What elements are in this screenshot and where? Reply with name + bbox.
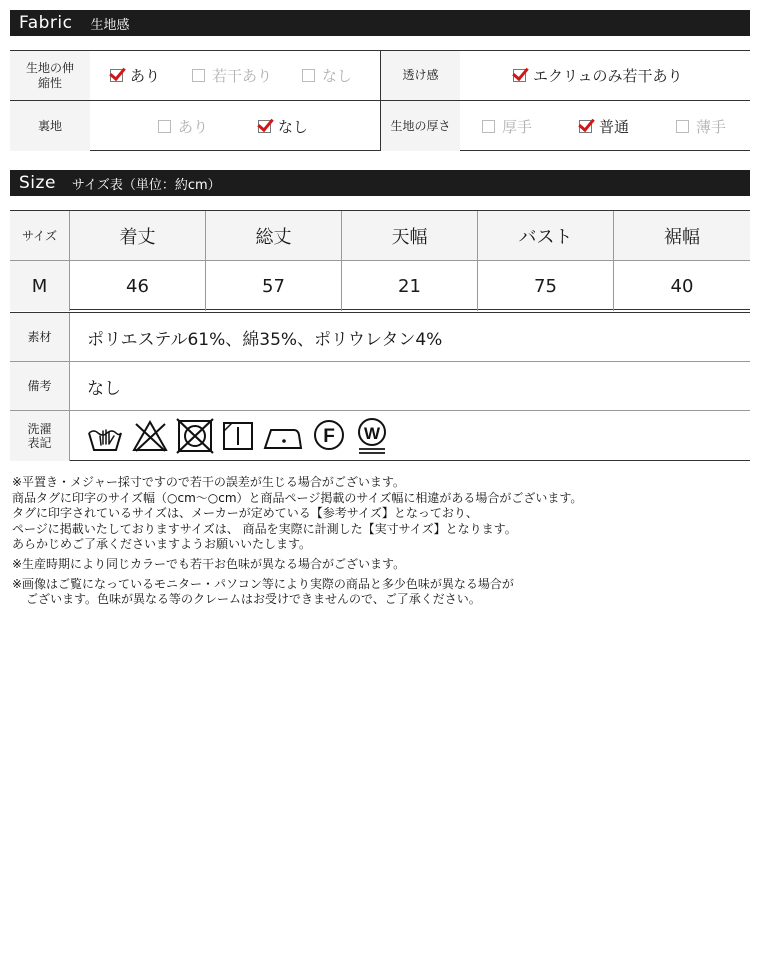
notes (12, 475, 748, 608)
size-table (10, 210, 750, 310)
thickness-option-thick: 厚手 (482, 116, 579, 137)
column-header-top-width: 天幅 (342, 211, 478, 260)
sheer-label: 透け感 (381, 51, 460, 100)
cell-top-width: 21 (342, 261, 478, 311)
note-line: ページに掲載いたしておりますサイズは、 商品を実際に計測した【実寸サイズ】となります。 (12, 521, 517, 536)
size-value: M (10, 261, 70, 311)
fabric-subtitle: 生地感 (90, 17, 130, 33)
note-line: 商品タグに印字のサイズ幅（○cm〜○cm）と商品ページ掲載のサイズ幅に相違がある場合がございます。 (12, 490, 583, 505)
note-line: ※平置き・メジャー採寸ですので若干の誤差が生じる場合がございます。 (12, 475, 405, 489)
lining-option-no: なし (258, 116, 308, 137)
size-column-header: サイズ (10, 211, 70, 260)
care-label: 洗濯表記 (10, 411, 70, 461)
checkbox-checked-icon (258, 120, 271, 133)
thickness-option-thin: 薄手 (676, 116, 726, 137)
note-line: ※生産時期により同じカラーでも若干お色味が異なる場合がございます。 (12, 556, 406, 571)
table-row (10, 261, 750, 311)
size-title: Size (19, 173, 56, 193)
column-header-bust: バスト (478, 211, 614, 260)
note-line: ※画像はご覧になっているモニター・パソコン等により実際の商品と多少色味が異なる場合が (12, 576, 514, 591)
checkbox-empty-icon (676, 120, 689, 133)
note-line: あらかじめご了承くださいますようお願いいたします。 (12, 537, 312, 552)
checkbox-checked-icon (579, 120, 592, 133)
fabric-title: Fabric (19, 13, 73, 33)
no-bleach-icon (131, 417, 169, 455)
dry-clean-f-icon (311, 417, 347, 455)
cell-bust: 75 (478, 261, 614, 311)
size-table-header-row (10, 211, 750, 261)
sheer-option-ecru: エクリュのみ若干あり (513, 65, 683, 86)
column-header-length: 着丈 (70, 211, 206, 260)
column-header-hem-width: 裾幅 (664, 226, 700, 248)
checkbox-checked-icon (513, 69, 526, 82)
checkbox-checked-icon (110, 69, 123, 82)
material-row (10, 313, 750, 362)
size-subtitle: サイズ表（単位：約cm） (71, 177, 221, 193)
material-label: 素材 (10, 313, 70, 361)
fabric-table (10, 50, 750, 151)
cell-hem-width: 40 (670, 275, 694, 297)
remarks-label: 備考 (10, 362, 70, 410)
care-row (10, 411, 750, 461)
hand-wash-tub-icon (86, 417, 124, 455)
fabric-row (10, 51, 750, 101)
cell-length: 46 (70, 261, 206, 311)
checkbox-empty-icon (158, 120, 171, 133)
checkbox-empty-icon (302, 69, 315, 82)
material-value: ポリエステル61%、綿35%、ポリウレタン4% (87, 329, 443, 350)
no-tumble-dry-icon (176, 417, 214, 455)
lining-options (158, 101, 380, 151)
note-line: ございます。色味が異なる等のクレームはお受けできませんので、ご了承ください。 (26, 592, 481, 607)
care-symbols (70, 411, 390, 461)
line-dry-shade-icon (221, 417, 255, 455)
remarks-value: なし (87, 378, 121, 399)
sheer-options (513, 51, 750, 100)
thickness-label: 生地の厚さ (381, 101, 460, 151)
checkbox-empty-icon (192, 69, 205, 82)
lining-label: 裏地 (10, 101, 90, 151)
wet-clean-w-icon (354, 416, 390, 456)
note-line: タグに印字されているサイズは、メーカーが定めている【参考サイズ】となっており、 (12, 506, 478, 521)
lining-option-yes: あり (158, 116, 258, 137)
stretch-options (110, 51, 380, 100)
column-header-total-length: 総丈 (206, 211, 342, 260)
fabric-section-header (10, 10, 750, 36)
stretch-option-yes: あり (110, 65, 192, 86)
cell-total-length: 57 (206, 261, 342, 311)
stretch-label: 生地の伸縮性 (10, 51, 90, 100)
stretch-option-slight: 若干あり (192, 65, 302, 86)
iron-low-icon (262, 417, 304, 455)
fabric-row (10, 101, 750, 151)
thickness-options (482, 101, 750, 151)
size-section-header (10, 170, 750, 196)
stretch-option-no: なし (302, 65, 352, 86)
product-info-table (10, 312, 750, 461)
svg-text:F: F (323, 426, 335, 447)
thickness-option-normal: 普通 (579, 116, 676, 137)
svg-text:W: W (363, 424, 381, 443)
remarks-row (10, 362, 750, 411)
checkbox-empty-icon (482, 120, 495, 133)
